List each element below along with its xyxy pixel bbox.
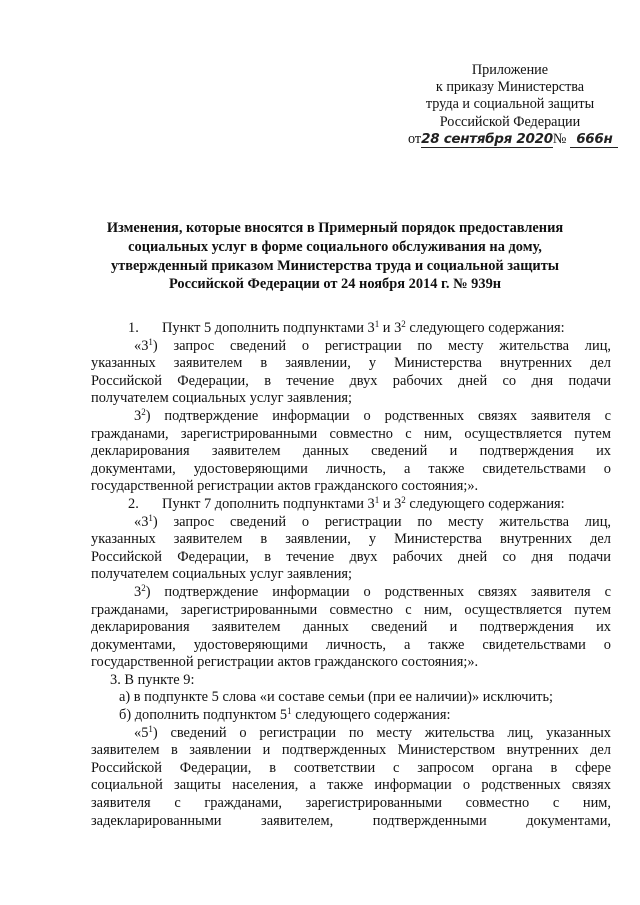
title-line-1: Изменения, которые вносятся в Примерный порядок предоставления xyxy=(106,220,564,236)
date-prefix: от xyxy=(408,130,422,147)
section-number: 1. xyxy=(128,320,139,336)
appendix-line-1: Приложение xyxy=(471,62,549,78)
section-2-heading: 2. Пункт 7 дополнить подпунктами $3^1$ и $3^2$ следующего содержания: xyxy=(128,494,565,512)
handwritten-order-number: 666н xyxy=(570,132,618,148)
appendix-line-3: труда и социальной защиты xyxy=(425,96,595,113)
section-3-heading: 3. В пункте 9: xyxy=(110,671,195,688)
title-line-2: социальных услуг в форме социального обслуживания на дому, xyxy=(128,238,542,255)
section-3-subpoint-5-1: «$5^1$) сведений о регистрации по месту жительства лиц, указанных заявителем в заявлении и подтвержденных Министерством внутренних дел Российской Федерации, в соответствии с запросом органа в сфере социальной защиты населения, а также информации о родственных связях заявителя с гражданами, зарегистрированными совместно с ним, задекларированными заявителем, подтвержденными документами, xyxy=(91,723,611,829)
handwritten-date: 28 сентября 2020 xyxy=(421,130,553,147)
section-3-item-a: а) в подпункте 5 слова «и составе семьи (при ее наличии)» исключить; xyxy=(119,689,554,706)
appendix-date-row xyxy=(400,131,620,148)
section-1-subpoint-2: $3^2$) подтверждение информации о родственных связях заявителя с гражданами, зарегистрированными совместно с ним, осуществляется путем декларирования заявителем данных сведений и подтверждения их документами, удостоверяющими личность, а также свидетельствами о государственной регистрации актов гражданского состояния;». xyxy=(91,406,611,495)
section-number: 2. xyxy=(128,495,139,512)
section-2-subpoint-2: $3^2$) подтверждение информации о родственных связях заявителя с гражданами, зарегистрированными совместно с ним, осуществляется путем декларирования заявителем данных сведений и подтверждения их документами, удостоверяющими личность, а также свидетельствами о государственной регистрации актов гражданского состояния;». xyxy=(91,582,611,671)
section-3-item-b: б) дополнить подпунктом $5^1$ следующего содержания: xyxy=(119,706,451,724)
document-title xyxy=(70,219,600,294)
title-line-4: Российской Федерации от 24 ноября 2014 г. № 939н xyxy=(168,276,502,293)
section-1-heading: 1. Пункт 5 дополнить подпунктами $3^1$ и $3^2$ следующего содержания: xyxy=(128,319,565,336)
appendix-header xyxy=(400,62,620,148)
section-2-subpoint-1: «$3^1$) запрос сведений о регистрации по месту жительства лиц, указанных заявителем в заявлении, у Министерства внутренних дел Российской Федерации, в течение двух рабочих дней со дня подачи получателем социальных услуг заявления; xyxy=(91,512,611,583)
appendix-line-4: Российской Федерации xyxy=(439,113,581,130)
number-sign: № xyxy=(552,130,567,147)
document-body xyxy=(91,320,611,830)
appendix-line-2: к приказу Министерства xyxy=(435,79,585,96)
section-1-subpoint-1: «$3^1$) запрос сведений о регистрации по месту жительства лиц, указанных заявителем в заявлении, у Министерства внутренних дел Российской Федерации, в течение двух рабочих дней со дня подачи получателем социальных услуг заявления; xyxy=(91,336,611,407)
title-line-3: утвержденный приказом Министерства труда и социальной защиты xyxy=(110,257,559,274)
